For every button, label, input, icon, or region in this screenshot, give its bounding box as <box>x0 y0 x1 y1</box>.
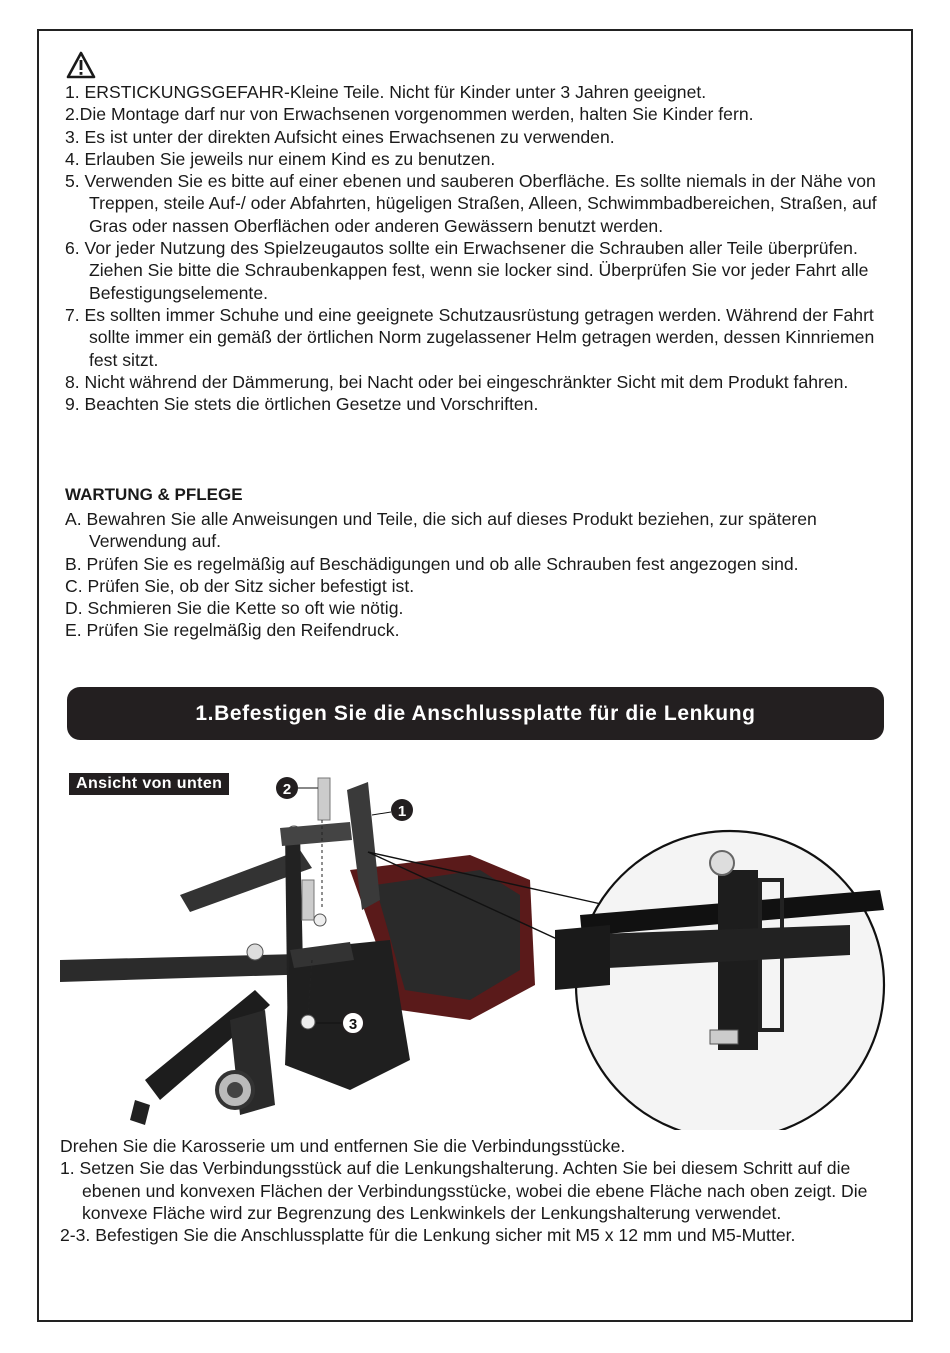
instruction-step: 1. Setzen Sie das Verbindungsstück auf die Lenkungshalterung. Achten Sie bei diesem Schritt auf die ebenen und konvexen Flächen der Verbindungsstücke, wobei die ebene Fläche nach oben zeigt. Die konvexe Fläche wird zur Begrenzung des Lenkwinkels der Lenkungshalterung verwendet. <box>60 1158 868 1223</box>
warning-item: 3. Es ist unter der direkten Aufsicht eines Erwachsenen zu verwenden. <box>65 126 615 147</box>
svg-text:2: 2 <box>282 781 292 798</box>
callout-1 <box>372 799 413 821</box>
care-list <box>65 508 880 642</box>
callout-2 <box>276 777 318 799</box>
care-heading: WARTUNG & PFLEGE <box>65 485 243 504</box>
care-item: D. Schmieren Sie die Kette so oft wie nötig. <box>65 598 404 619</box>
safety-warnings-list <box>65 81 895 415</box>
care-item: B. Prüfen Sie es regelmäßig auf Beschädigungen und ob alle Schrauben fest angezogen sind. <box>65 553 799 574</box>
svg-text:3: 3 <box>348 1016 358 1033</box>
instruction-step: 2-3. Befestigen Sie die Anschlussplatte für die Lenkung sicher mit M5 x 12 mm und M5-Mutter. <box>60 1225 796 1246</box>
warning-item: 8. Nicht während der Dämmerung, bei Nacht oder bei eingeschränkter Sicht mit dem Produkt fahren. <box>65 371 849 392</box>
care-item: C. Prüfen Sie, ob der Sitz sicher befestigt ist. <box>65 575 415 596</box>
care-item: A. Bewahren Sie alle Anweisungen und Teile, die sich auf dieses Produkt beziehen, zur späteren Verwendung auf. <box>65 509 817 552</box>
warning-item: 6. Vor jeder Nutzung des Spielzeugautos sollte ein Erwachsener die Schrauben aller Teile überprüfen. Ziehen Sie bitte die Schraubenkappen fest, wenn sie locker sind. Überprüfen Sie vor jeder Fahrt alle Befestigungselemente. <box>65 238 869 303</box>
warning-item: 9. Beachten Sie stets die örtlichen Gesetze und Vorschriften. <box>65 394 539 415</box>
warning-item: 1. ERSTICKUNGSGEFAHR-Kleine Teile. Nicht für Kinder unter 3 Jahren geeignet. <box>65 82 707 102</box>
warning-item: 2.Die Montage darf nur von Erwachsenen vorgenommen werden, halten Sie Kinder fern. <box>65 104 754 125</box>
detail-zoom-circle <box>555 831 884 1130</box>
assembly-diagram <box>50 760 910 1130</box>
warning-triangle-icon <box>66 51 96 79</box>
warning-item: 7. Es sollten immer Schuhe und eine geeignete Schutzausrüstung getragen werden. Während der Fahrt sollte immer ein gemäß der örtlichen Norm zugelassener Helm getragen werden, dessen Kinnriemen fest sitzt. <box>65 304 875 370</box>
warning-item: 4. Erlauben Sie jeweils nur einem Kind es zu benutzen. <box>65 148 496 169</box>
instruction-steps <box>60 1157 880 1246</box>
svg-text:1: 1 <box>397 803 407 820</box>
instruction-intro: Drehen Sie die Karosserie um und entfernen Sie die Verbindungsstücke. <box>60 1136 626 1156</box>
care-item: E. Prüfen Sie regelmäßig den Reifendruck. <box>65 620 400 641</box>
assembly-instructions <box>60 1135 880 1246</box>
bottom-view-label: Ansicht von unten <box>69 773 229 795</box>
section-title-banner: 1.Befestigen Sie die Anschlussplatte für die Lenkung <box>67 687 884 740</box>
warning-item: 5. Verwenden Sie es bitte auf einer ebenen und sauberen Oberfläche. Es sollte niemals in der Nähe von Treppen, steile Auf-/ oder Abfahrten, hügeligen Straßen, Alleen, Schwimmbadbereichen, Straßen, auf Gras oder nassen Oberflächen oder anderen Gewässern benutzt werden. <box>65 171 877 236</box>
